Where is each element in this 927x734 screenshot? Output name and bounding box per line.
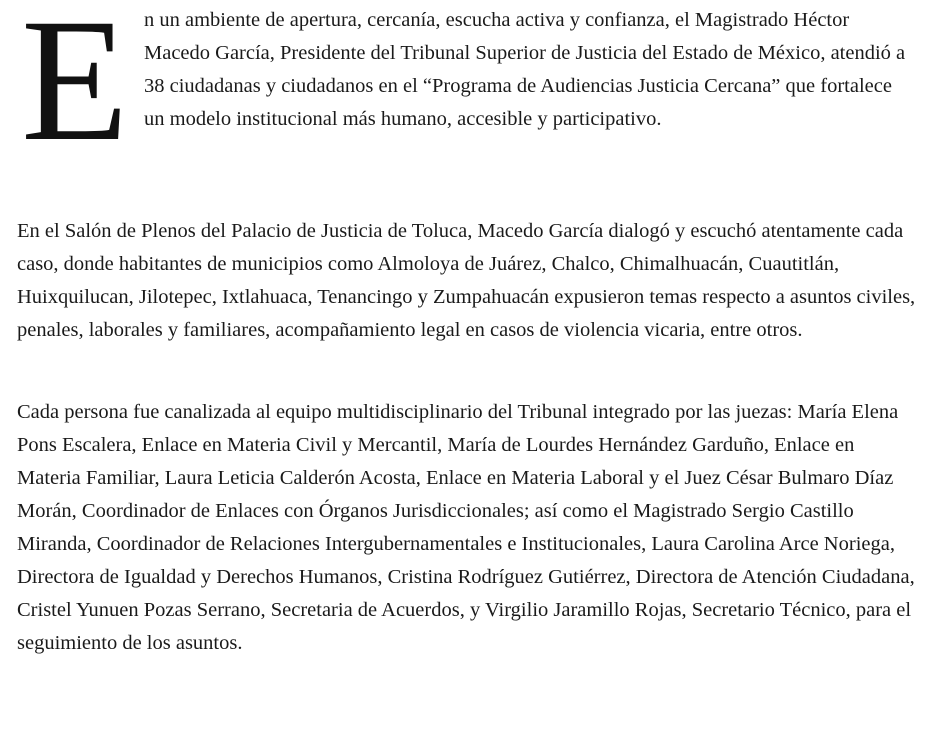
article-paragraph-3: Cada persona fue canalizada al equipo multidisciplinario del Tribunal integrado por las juezas: María Elena Pons Escalera, Enlace en Materia Civil y Mercantil, María de Lourdes Hernández Garduño, Enlace en Materia Familiar, Laura Leticia Calderón Acosta, Enlace en Materia Laboral y el Juez César Bulmaro Díaz Morán, Coordinador de Enlaces con Órganos Jurisdiccionales; así como el Magistrado Sergio Castillo Miranda, Coordinador de Relaciones Intergubernamentales e Institucionales, Laura Carolina Arce Noriega, Directora de Igualdad y Derechos Humanos, Cristina Rodríguez Gutiérrez, Directora de Atención Ciudadana, Cristel Yunuen Pozas Serrano, Secretaria de Acuerdos, y Virgilio Jaramillo Rojas, Secretario Técnico, para el seguimiento de los asuntos. [17,401,915,654]
article-paragraph-2: En el Salón de Plenos del Palacio de Justicia de Toluca, Macedo García dialogó y escuchó atentamente cada caso, donde habitantes de municipios como Almoloya de Juárez, Chalco, Chimalhuacán, Cuautitlán, Huixquilucan, Jilotepec, Ixtlahuaca, Tenancingo y Zumpahuacán expusieron temas respecto a asuntos civiles, penales, laborales y familiares, acompañamiento legal en casos de violencia vicaria, entre otros. [17,220,916,341]
paragraph-1-text: n un ambiente de apertura, cercanía, escucha activa y confianza, el Magistrado Héctor Macedo García, Presidente del Tribunal Superior de Justicia del Estado de México, atendió a 38 ciudadanas y ciudadanos en el “Programa de Audiencias Justicia Cercana” que fortalece un modelo institucional más humano, accesible y participativo. [144,9,906,130]
article-paragraph-1 [17,0,917,178]
drop-cap: E [21,0,129,178]
article-body [17,0,917,660]
